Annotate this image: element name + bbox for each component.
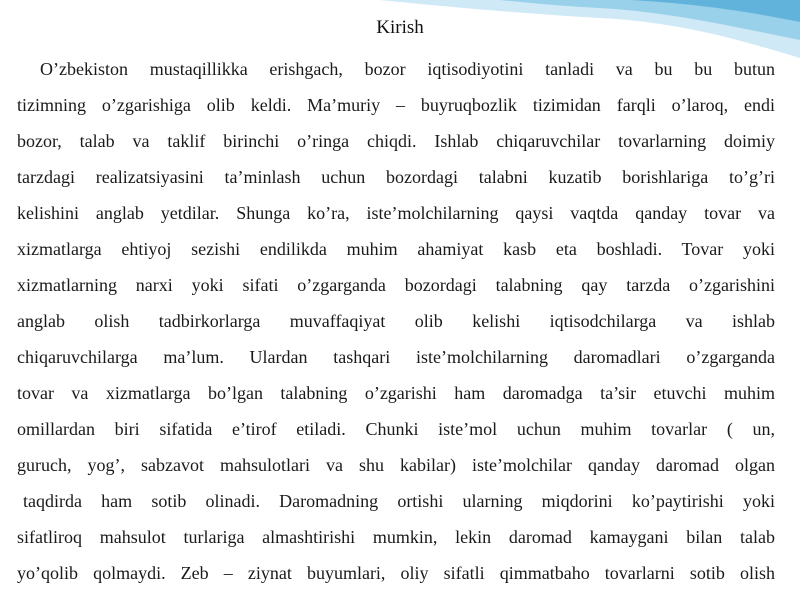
text-line: kelishini anglab yetdilar. Shunga ko’ra, iste’molchilarning qaysi vaqtda qanday tovar va: [17, 203, 775, 223]
slide-body-text: [17, 51, 775, 591]
text-line: xizmatlarga ehtiyoj sezishi endilikda muhim ahamiyat kasb eta boshladi. Tovar yoki: [17, 239, 775, 259]
text-line: tovar va xizmatlarga bo’lgan talabning o’zgarishi ham daromadga ta’sir etuvchi muhim: [17, 383, 775, 403]
text-line: tizimning o’zgarishiga olib keldi. Ma’muriy – buyruqbozlik tizimidan farqli o’laroq, endi: [17, 95, 775, 115]
text-line: taqdirda ham sotib olinadi. Daromadning ortishi ularning miqdorini ko’paytirishi yoki: [23, 491, 775, 511]
slide-title: Kirish: [376, 17, 424, 38]
text-line: yo’qolib qolmaydi. Zeb – ziynat buyumlari, oliy sifatli qimmatbaho tovarlarni sotib olish: [17, 563, 775, 583]
text-line: xizmatlarning narxi yoki sifati o’zgarganda bozordagi talabning qay tarzda o’zgarishini: [17, 275, 775, 295]
text-line: bozor, talab va taklif birinchi o’ringa chiqdi. Ishlab chiqaruvchilar tovarlarning doimiy: [17, 131, 775, 151]
text-line: omillardan biri sifatida e’tirof etiladi. Chunki iste’mol uchun muhim tovarlar ( un,: [17, 419, 775, 439]
text-line: tarzdagi realizatsiyasini ta’minlash uchun bozordagi talabni kuzatib borishlariga to’g’ri: [17, 167, 775, 187]
text-line: guruch, yog’, sabzavot mahsulotlari va shu kabilar) iste’molchilar qanday daromad olgan: [17, 455, 775, 475]
text-line: chiqaruvchilarga ma’lum. Ulardan tashqari iste’molchilarning daromadlari o’zgarganda: [17, 347, 775, 367]
text-line: sifatliroq mahsulot turlariga almashtirishi mumkin, lekin daromad kamaygani bilan talab: [17, 527, 775, 547]
text-line: anglab olish tadbirkorlarga muvaffaqiyat olib kelishi iqtisodchilarga va ishlab: [17, 311, 775, 331]
text-line: O’zbekiston mustaqillikka erishgach, bozor iqtisodiyotini tanladi va bu bu butun: [40, 59, 775, 79]
